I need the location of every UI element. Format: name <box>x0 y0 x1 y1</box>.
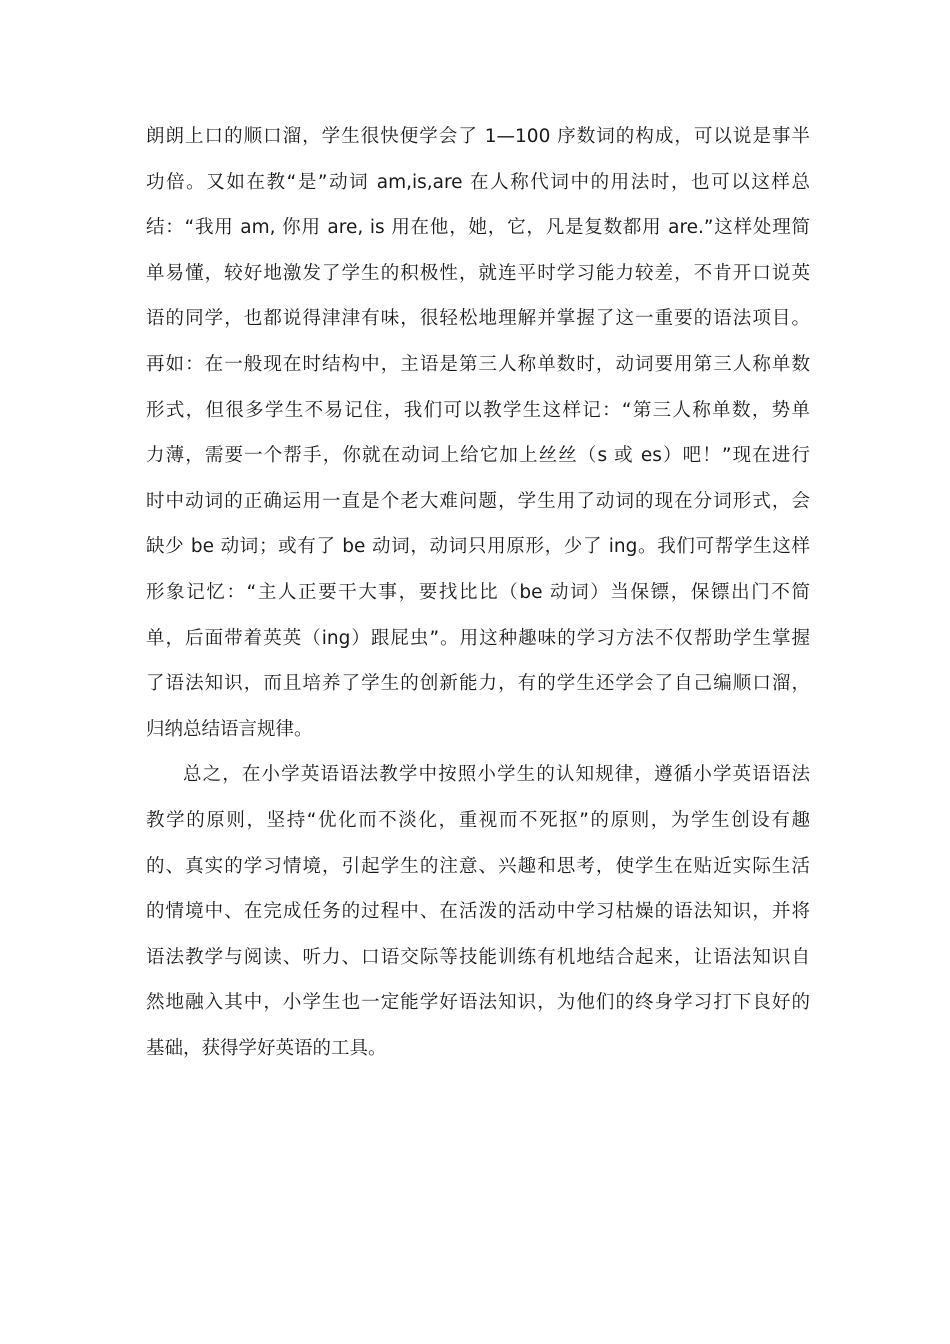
text-line: 了语法知识，而且培养了学生的创新能力，有的学生还学会了自己编顺口溜， <box>146 673 810 695</box>
text-line: 归纳总结语言规律。 <box>146 718 313 740</box>
text-line: 单，后面带着英英（ing）跟屁虫”。用这种趣味的学习方法不仅帮助学生掌握 <box>146 627 810 649</box>
text-line: 再如：在一般现在时结构中，主语是第三人称单数时，动词要用第三人称单数 <box>146 353 810 375</box>
text-line: 时中动词的正确运用一直是个老大难问题，学生用了动词的现在分词形式，会 <box>146 490 810 512</box>
text-line: 朗朗上口的顺口溜，学生很快便学会了 1—100 序数词的构成，可以说是事半 <box>146 126 810 147</box>
text-line: 语法教学与阅读、听力、口语交际等技能训练有机地结合起来，让语法知识自 <box>146 946 810 968</box>
text-line: 形式，但很多学生不易记住，我们可以教学生这样记：“第三人称单数，势单 <box>146 399 810 421</box>
text-line: 的情境中、在完成任务的过程中、在活泼的活动中学习枯燥的语法知识，并将 <box>146 901 810 923</box>
paragraph-1 <box>146 122 810 760</box>
text-line: 然地融入其中，小学生也一定能学好语法知识，为他们的终身学习打下良好的 <box>146 992 810 1014</box>
text-line: 结：“我用 am, 你用 are, is 用在他，她，它，凡是复数都用 are.”这样处理简 <box>146 217 810 239</box>
text-line: 教学的原则，坚持“优化而不淡化，重视而不死抠”的原则，为学生创设有趣 <box>146 809 810 831</box>
text-line: 基础，获得学好英语的工具。 <box>146 1037 387 1059</box>
paragraph-2 <box>146 760 810 1079</box>
text-line: 的、真实的学习情境，引起学生的注意、兴趣和思考，使学生在贴近实际生活 <box>146 855 810 877</box>
document-body <box>146 122 810 1079</box>
text-line: 功倍。又如在教“是”动词 am,is,are 在人称代词中的用法时，也可以这样总 <box>146 171 810 193</box>
text-line: 总之，在小学英语语法教学中按照小学生的认知规律，遵循小学英语语法 <box>183 764 810 786</box>
text-line: 缺少 be 动词；或有了 be 动词，动词只用原形，少了 ing。我们可帮学生这样 <box>146 536 810 558</box>
text-line: 力薄，需要一个帮手，你就在动词上给它加上丝丝（s 或 es）吧！”现在进行 <box>146 445 810 467</box>
text-line: 单易懂，较好地激发了学生的积极性，就连平时学习能力较差，不肯开口说英 <box>146 262 810 284</box>
text-line: 语的同学，也都说得津津有味，很轻松地理解并掌握了这一重要的语法项目。 <box>146 308 810 330</box>
text-line: 形象记忆：“主人正要干大事，要找比比（be 动词）当保镖，保镖出门不简 <box>146 581 810 603</box>
